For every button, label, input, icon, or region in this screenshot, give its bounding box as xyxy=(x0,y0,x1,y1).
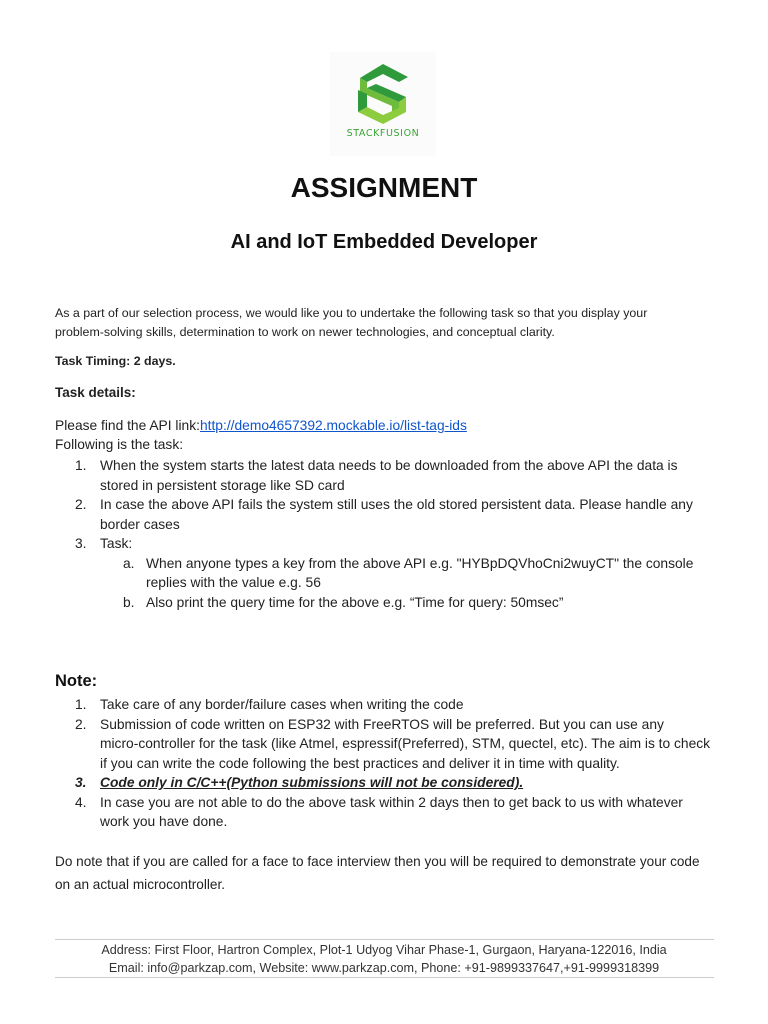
logo-wordmark: STACKFUSION xyxy=(346,128,420,139)
list-number: 1. xyxy=(75,697,87,712)
list-item-text: In case you are not able to do the above task within 2 days then to get back to us with whatever xyxy=(100,794,683,810)
sub-task-list xyxy=(100,554,715,613)
footer-divider xyxy=(55,977,714,978)
following-text: Following is the task: xyxy=(55,437,184,452)
list-item-text: Submission of code written on ESP32 with FreeRTOS will be preferred. But you can use any xyxy=(100,716,664,732)
sub-list-item xyxy=(100,554,715,593)
list-number: 3. xyxy=(75,775,87,790)
sub-list-item-text: Also print the query time for the above e.g. “Time for query: 50msec” xyxy=(146,594,564,610)
emphasized-note: Code only in C/C++(Python submissions will not be considered). xyxy=(100,775,524,790)
list-item-text: if you can write the code following the best practices and deliver it in time with quality. xyxy=(100,755,620,771)
api-link-line xyxy=(55,418,467,433)
page-footer xyxy=(40,941,728,977)
footer-contact: Email: info@parkzap.com, Website: www.parkzap.com, Phone: +91-9899337647,+91-9999318399 xyxy=(108,961,660,975)
stackfusion-s-logo-icon xyxy=(356,64,410,126)
task-details-heading: Task details: xyxy=(55,385,136,400)
list-number: 2. xyxy=(75,497,87,512)
list-number: 4. xyxy=(75,794,87,810)
sub-list-item xyxy=(100,593,715,613)
list-item xyxy=(55,773,715,793)
list-number: 3. xyxy=(75,536,87,551)
closing-line: on an actual microcontroller. xyxy=(55,877,226,892)
list-item xyxy=(55,695,715,715)
page-subtitle: AI and IoT Embedded Developer xyxy=(230,231,538,253)
note-list xyxy=(55,695,715,832)
list-item-text: When the system starts the latest data needs to be downloaded from the above API the data is xyxy=(100,458,678,473)
footer-address: Address: First Floor, Hartron Complex, Plot-1 Udyog Vihar Phase-1, Gurgaon, Haryana-122016, India xyxy=(101,943,667,957)
sub-list-letter: b. xyxy=(123,594,135,610)
closing-line: Do note that if you are called for a face to face interview then you will be required to demonstrate your code xyxy=(55,854,700,869)
sub-list-item-text: replies with the value e.g. 56 xyxy=(146,575,321,590)
intro-paragraph xyxy=(55,304,715,341)
closing-paragraph xyxy=(55,850,720,896)
list-item xyxy=(55,456,715,495)
sub-list-item-text: When anyone types a key from the above API e.g. "HYBpDQVhoCni2wuyCT" the console xyxy=(146,555,694,571)
task-list xyxy=(55,456,715,612)
list-item xyxy=(55,715,715,774)
list-item-text: stored in persistent storage like SD card xyxy=(100,477,345,493)
list-item xyxy=(55,534,715,612)
note-heading: Note: xyxy=(55,672,98,690)
list-item-text: border cases xyxy=(100,516,180,532)
page-title: ASSIGNMENT xyxy=(290,172,478,203)
intro-line: As a part of our selection process, we would like you to undertake the following task so that you display your xyxy=(55,306,648,320)
sub-list-letter: a. xyxy=(123,555,135,571)
list-item xyxy=(55,495,715,534)
intro-line: problem-solving skills, determination to work on newer technologies, and conceptual clarity. xyxy=(55,324,555,339)
company-logo xyxy=(330,52,436,156)
list-item xyxy=(55,793,715,832)
task-timing: Task Timing: 2 days. xyxy=(55,354,176,368)
list-item-text: Task: xyxy=(100,536,133,551)
list-number: 1. xyxy=(75,458,87,473)
list-item-text: Take care of any border/failure cases when writing the code xyxy=(100,697,464,712)
list-item-text: micro-controller for the task (like Atmel, espressif(Preferred), STM, quectel, etc). The aim is to check xyxy=(100,736,711,751)
api-link[interactable]: http://demo4657392.mockable.io/list-tag-ids xyxy=(199,418,467,433)
list-item-text: work you have done. xyxy=(100,814,228,829)
footer-divider xyxy=(55,939,714,940)
list-item-text: In case the above API fails the system still uses the old stored persistent data. Please handle any xyxy=(100,497,693,512)
list-number: 2. xyxy=(75,716,87,732)
api-link-prefix: Please find the API link: xyxy=(55,418,200,433)
